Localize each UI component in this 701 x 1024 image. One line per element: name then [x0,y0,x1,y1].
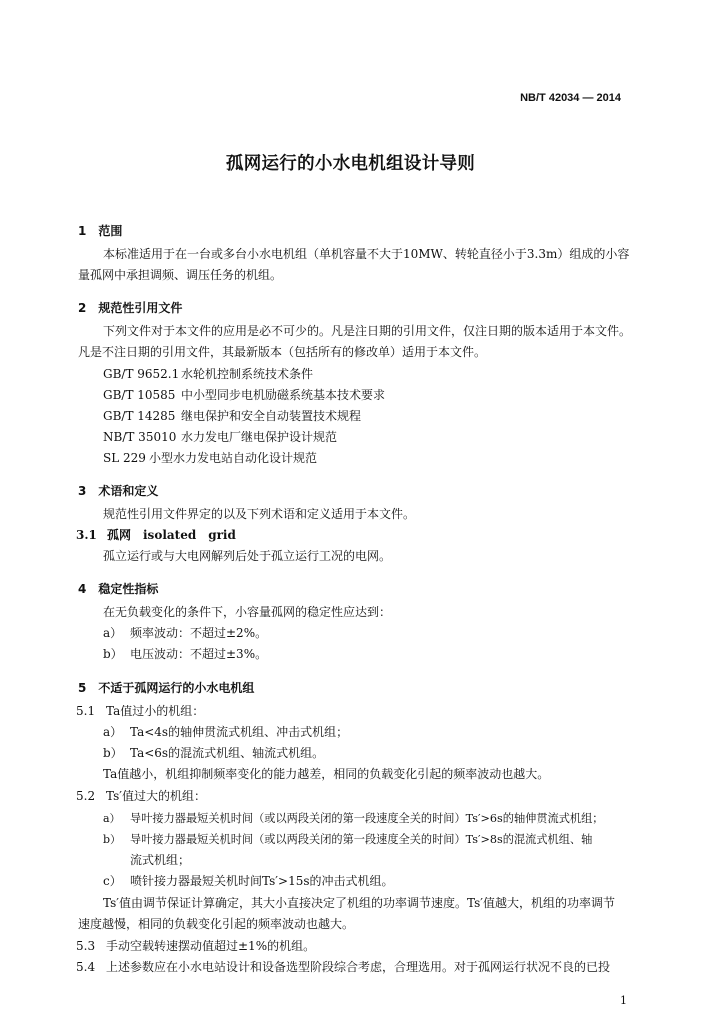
clause-note: Ta值越小，机组抑制频率变化的能力越差，相同的负载变化引起的频率波动也越大。 [103,767,550,781]
section-1-line-1: 本标准适用于在一台或多台小水电机组（单机容量不大于10MW、转轮直径小于3.3m）组成的小容 [103,247,630,261]
section-2-line-2: 凡是不注日期的引用文件，其最新版本（包括所有的修改单）适用于本文件。 [78,345,487,359]
reference-title: 水轮机控制系统技术条件 [181,367,314,381]
reference-code: GB/T 9652.1 [103,367,180,381]
term-definition: 孤立运行或与大电网解列后处于孤立运行工况的电网。 [103,549,392,563]
section-4-heading: 4 稳定性指标 [78,582,159,596]
clause-number: 5.1 [76,704,96,718]
reference-title: 中小型同步电机励磁系统基本技术要求 [181,388,386,402]
clause-text: Ts′值过大的机组： [106,789,207,803]
reference-title: 水力发电厂继电保护设计规范 [181,430,338,444]
list-item: 频率波动：不超过±2%。 [130,626,268,640]
reference-code: GB/T 14285 [103,409,176,423]
section-4-intro: 在无负载变化的条件下，小容量孤网的稳定性应达到： [103,605,392,619]
list-label: b） [103,647,123,661]
section-2-line-1: 下列文件对于本文件的应用是必不可少的。凡是注日期的引用文件，仅注日期的版本适用于本文件。 [103,324,632,338]
reference-title: 继电保护和安全自动装置技术规程 [181,409,362,423]
page-number: 1 [620,994,627,1007]
clause-number: 5.3 [76,939,96,953]
reference-title: 小型水力发电站自动化设计规范 [149,451,318,465]
clause-note: 速度越慢，相同的负载变化引起的频率波动也越大。 [78,917,355,931]
list-label: a） [103,626,123,640]
list-item: 导叶接力器最短关机时间（或以两段关闭的第一段速度全关的时间）Ts′>6s的轴伸贯流式机组； [130,812,604,825]
clause-number: 5.2 [76,789,96,803]
clause-note: Ts′值由调节保证计算确定，其大小直接决定了机组的功率调节速度。Ts′值越大，机组的功率调节 [103,896,616,910]
section-2-heading: 2 规范性引用文件 [78,301,183,315]
list-item: Ta<6s的混流式机组、轴流式机组。 [130,746,325,760]
section-1-heading: 1 范围 [78,224,123,238]
reference-code: GB/T 10585 [103,388,176,402]
section-3-intro: 规范性引用文件界定的以及下列术语和定义适用于本文件。 [103,507,416,521]
clause-number: 5.4 [76,960,96,974]
list-label: a） [103,812,121,825]
section-5-heading: 5 不适于孤网运行的小水电机组 [78,681,255,695]
document-title: 孤网运行的小水电机组设计导则 [225,154,476,174]
term-name: 孤网 isolated grid [107,528,236,542]
list-label: a） [103,725,123,739]
section-1-line-2: 量孤网中承担调频、调压任务的机组。 [78,268,283,282]
list-item: 导叶接力器最短关机时间（或以两段关闭的第一段速度全关的时间）Ts′>8s的混流式机组、轴 [130,833,593,846]
clause-text: 手动空载转速摆动值超过±1%的机组。 [106,939,316,953]
clause-text: 上述参数应在小水电站设计和设备选型阶段综合考虑，合理选用。对于孤网运行状况不良的已投 [106,960,611,974]
clause-text: Ta值过小的机组： [106,704,205,718]
reference-code: NB/T 35010 [103,430,177,444]
list-item: 电压波动：不超过±3%。 [130,647,268,661]
section-3-heading: 3 术语和定义 [78,484,159,498]
term-number: 3.1 [76,528,97,542]
list-label: b） [103,746,123,760]
list-label: b） [103,833,122,846]
reference-code: SL 229 [103,451,146,465]
list-item: 喷针接力器最短关机时间Ts′>15s的冲击式机组。 [130,874,394,888]
list-item: Ta<4s的轴伸贯流式机组、冲击式机组； [130,725,349,739]
list-item-continuation: 流式机组； [130,853,191,867]
standard-number: NB/T 42034 — 2014 [520,92,621,104]
list-label: c） [103,874,122,888]
